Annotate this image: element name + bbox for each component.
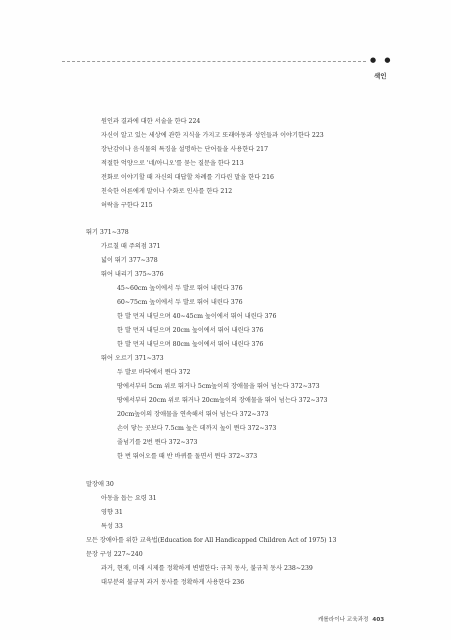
index-subentry: 땅에서부터 5cm 위로 뛰거나 5cm높이의 장애물을 뛰어 넘는다 372~373 xyxy=(117,383,320,390)
index-subentry: 손이 닿는 곳보다 7.5cm 높은 데까지 높이 뛴다 372~373 xyxy=(117,425,277,432)
index-entry: 자신이 알고 있는 세상에 관한 지식을 가지고 또래아동과 성인들과 이야기한다 223 xyxy=(101,132,324,139)
index-entry: 친숙한 어른에게 말이나 수화로 인사를 한다 212 xyxy=(101,188,233,195)
index-subentry: 한 발 먼저 내딛으며 40~45cm 높이에서 뛰어 내린다 376 xyxy=(117,313,277,320)
index-entry: 특성 33 xyxy=(101,523,123,530)
index-subentry: 한 번 뛰어오를 때 반 바퀴를 돌면서 뛴다 372~373 xyxy=(117,453,258,460)
header-divider xyxy=(62,61,366,62)
footer-book-title: 캐롤라이나 교육과정 xyxy=(318,617,369,623)
page-number: 403 xyxy=(372,617,385,623)
index-subentry: 두 발로 바닥에서 뛴다 372 xyxy=(117,369,191,376)
index-entry: 허락을 구한다 215 xyxy=(101,202,153,209)
page-footer xyxy=(318,615,384,623)
index-entry: 대부분의 불규칙 과거 동사를 정확하게 사용한다 236 xyxy=(101,579,245,586)
index-entry: 넓이 뛰기 377~378 xyxy=(101,257,158,264)
index-subentry: 줄넘기를 2번 뛴다 372~373 xyxy=(117,439,198,446)
index-subentry: 60~75cm 높이에서 두 발로 뛰어 내린다 376 xyxy=(117,299,243,306)
header-dots: ● ● xyxy=(370,56,394,64)
index-heading: 말장애 30 xyxy=(86,481,114,488)
index-heading: 뛰기 371~378 xyxy=(86,229,129,236)
index-entry: 과거, 현재, 미래 시제를 정확하게 변별한다: 규칙 동사, 불규칙 동사 238~239 xyxy=(101,565,313,572)
index-subentry: 한 발 먼저 내딛으며 20cm 높이에서 뛰어 내린다 376 xyxy=(117,327,264,334)
index-entry: 아동을 돕는 요령 31 xyxy=(101,495,157,502)
index-subentry: 45~60cm 높이에서 두 발로 뛰어 내린다 376 xyxy=(117,285,243,292)
index-heading: 문장 구성 227~240 xyxy=(86,551,143,558)
index-heading: 모든 장애아를 위한 교육법(Education for All Handicapped Children Act of 1975) 13 xyxy=(86,537,337,544)
index-entry: 가르칠 때 주의점 371 xyxy=(101,243,161,250)
index-entry: 영향 31 xyxy=(101,509,123,516)
index-subentry: 땅에서부터 20cm 위로 뛰거나 20cm높이의 장애물을 뛰어 넘는다 372~373 xyxy=(117,397,328,404)
index-entry: 전화로 이야기할 때 자신의 대답할 차례를 기다린 말을 한다 216 xyxy=(101,174,274,181)
section-label: 색인 xyxy=(374,72,387,80)
index-entry: 뛰어 내리기 375~376 xyxy=(101,271,164,278)
index-entry: 적절한 억양으로 '네/아니오'를 묻는 질문을 한다 213 xyxy=(101,160,244,167)
index-entry: 원인과 결과에 대한 서술을 한다 224 xyxy=(101,118,201,125)
index-entry: 뛰어 오르기 371~373 xyxy=(101,355,164,362)
index-subentry: 20cm높이의 장애물을 연속해서 뛰어 넘는다 372~373 xyxy=(117,411,269,418)
index-entry: 장난감이나 음식물의 특징을 설명하는 단어들을 사용한다 217 xyxy=(101,146,269,153)
index-subentry: 한 발 먼저 내딛으며 80cm 높이에서 뛰어 내린다 376 xyxy=(117,341,264,348)
